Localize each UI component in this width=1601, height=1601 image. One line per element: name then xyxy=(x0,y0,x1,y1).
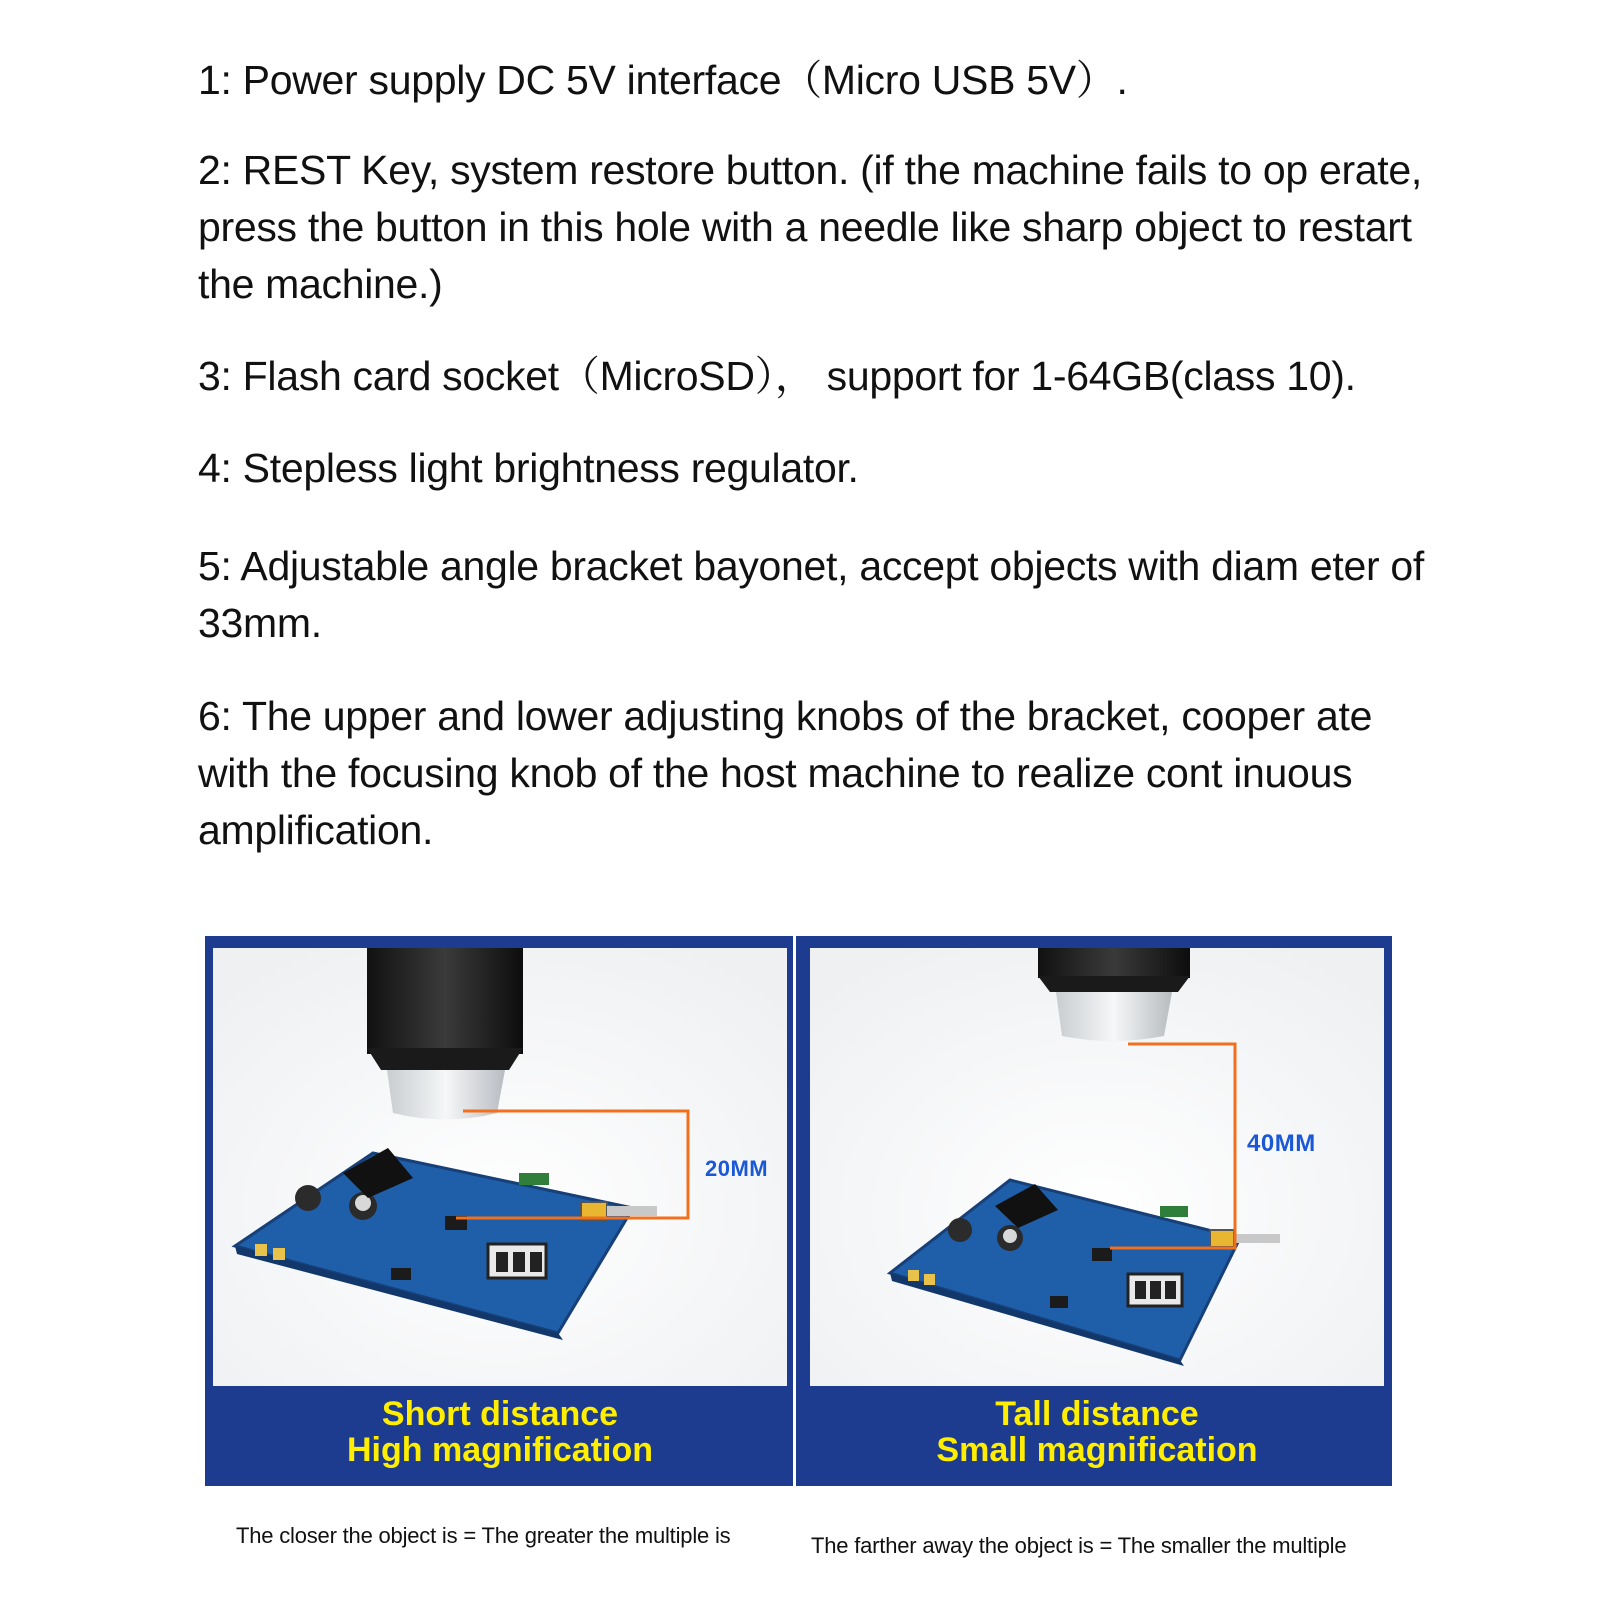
caption-line-2: High magnification xyxy=(347,1431,653,1469)
closer-object-note: The closer the object is = The greater the multiple is xyxy=(236,1523,731,1548)
short-distance-photo xyxy=(213,948,787,1386)
tall-distance-caption xyxy=(810,1396,1384,1468)
spec-item-1: 1: Power supply DC 5V interface（Micro USB 5V）. xyxy=(198,57,1128,103)
spec-item-2: 2: REST Key, system restore button. (if the machine fails to op erate, press the button in this hole with a needle like sharp object to restart the machine.) xyxy=(198,147,1422,307)
farther-object-note: The farther away the object is = The smaller the multiple xyxy=(811,1533,1347,1558)
short-distance-panel xyxy=(213,948,787,1474)
tall-distance-photo xyxy=(810,948,1384,1386)
caption-line-1: Short distance xyxy=(381,1395,619,1433)
caption-line-1: Tall distance xyxy=(995,1395,1199,1433)
magnification-comparison xyxy=(205,936,1392,1486)
spec-item-5: 5: Adjustable angle bracket bayonet, accept objects with diam eter of 33mm. xyxy=(198,543,1424,646)
short-distance-caption xyxy=(213,1396,787,1468)
spec-item-6: 6: The upper and lower adjusting knobs of the bracket, cooper ate with the focusing knob of the host machine to realize cont inuous amplification. xyxy=(198,693,1373,853)
caption-line-2: Small magnification xyxy=(936,1431,1258,1469)
tall-distance-panel xyxy=(810,948,1384,1474)
distance-label: 20MM xyxy=(705,1156,769,1181)
spec-item-4: 4: Stepless light brightness regulator. xyxy=(198,445,859,491)
panel-divider xyxy=(793,936,796,1486)
spec-item-3: 3: Flash card socket（MicroSD）， support for 1-64GB(class 10). xyxy=(198,353,1356,399)
distance-label: 40MM xyxy=(1247,1130,1316,1157)
